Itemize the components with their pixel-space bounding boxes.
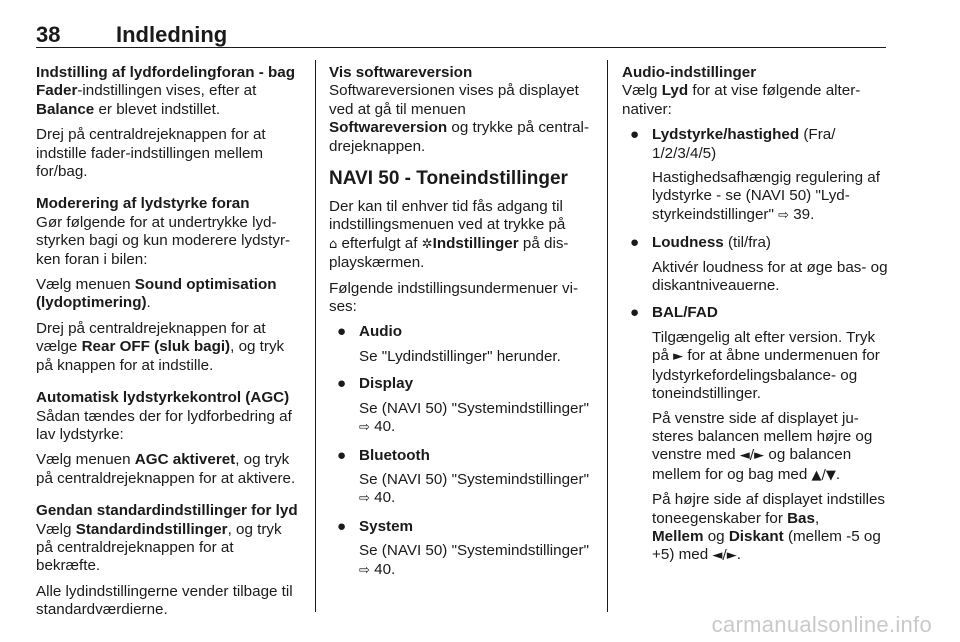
ref-arrow-icon: ⇨ <box>778 207 789 223</box>
paragraph: Sådan tændes der for lydforbedring af lav lydstyrke: <box>36 407 292 443</box>
item-label: System <box>359 517 414 535</box>
page-header <box>36 8 886 48</box>
item-text: Se "Lydindstillinger" herunder. <box>359 347 561 365</box>
list-item <box>329 323 591 366</box>
item-label: Loudness (til/fra) <box>652 234 771 252</box>
right-arrow-icon: ► <box>673 349 684 365</box>
bullet-icon: ● <box>630 234 640 252</box>
gear-icon: ✲ <box>421 236 433 252</box>
section-title: NAVI 50 - Toneindstillinger <box>329 168 568 190</box>
list-item <box>622 304 888 565</box>
paragraph: Softwareversion og trykke på centraldrejeknappen. <box>329 119 589 155</box>
item-label: Audio <box>359 323 403 341</box>
home-icon: ⌂ <box>329 236 338 252</box>
ref-arrow-icon: ⇨ <box>359 491 370 507</box>
item-text: Aktivér loudness for at øge bas- og diskantniveauerne. <box>652 258 888 295</box>
item-text: Tilgængelig alt efter version. Tryk på ► for at åbne undermenuen for lydstyrkefordelingsbalance- og toneindstillinger. <box>652 328 880 403</box>
item-label: Bluetooth <box>359 446 430 464</box>
up-down-arrows-icon: ▲/▼ <box>811 467 836 483</box>
section-heading: Automatisk lydstyrkekontrol (AGC) <box>36 389 290 407</box>
section-heading: Vis softwareversion <box>329 64 473 81</box>
list-item <box>622 126 888 225</box>
left-right-arrows-icon: ◄/► <box>739 448 765 464</box>
paragraph: Vælg Standardindstillinger, og tryk på centraldrejeknappen for at bekræfte. <box>36 520 282 575</box>
paragraph: Drej på centraldrejeknappen for at vælge Rear OFF (sluk bagi), og tryk på knappen for at indstille. <box>36 319 285 374</box>
ref-arrow-icon: ⇨ <box>359 420 370 436</box>
left-right-arrows-icon: ◄/► <box>712 548 737 564</box>
page-title: Indledning <box>116 22 228 47</box>
item-label: Display <box>359 375 414 393</box>
column-1 <box>36 64 298 627</box>
audio-options-list <box>622 126 888 566</box>
bullet-icon: ● <box>337 517 347 535</box>
item-text: Se (NAVI 50) "Systemindstillinger" ⇨ 40. <box>359 470 589 507</box>
paragraph: Drej på centraldrejeknappen for at indstille fader-indstillingen mellem for/bag. <box>36 126 266 181</box>
item-text: På venstre side af displayet justeres balancen mellem højre og venstre med ◄/► og balancen mellem for og bag med ▲/▼. <box>652 409 873 483</box>
paragraph: Softwareversionen vises på displayet ved at gå til menuen <box>329 82 579 118</box>
item-text: På højre side af displayet indstilles toneegenskaber for Bas, Mellem og Diskant (mellem -5 og +5) med ◄/►. <box>652 491 885 564</box>
list-item <box>622 234 888 295</box>
list-item <box>329 375 591 437</box>
paragraph: Vælg Lyd for at vise følgende alternativer: <box>622 82 861 118</box>
list-item <box>329 518 591 580</box>
column-2 <box>329 64 591 589</box>
section-heading: Indstilling af lydfordelingforan - bag <box>36 64 296 81</box>
section-heading: Gendan standardindstillinger for lyd <box>36 502 298 520</box>
section-heading: Moderering af lydstyrke foran <box>36 195 250 213</box>
bullet-icon: ● <box>630 126 640 144</box>
paragraph: Vælg menuen Sound optimisation (lydoptimering). <box>36 276 277 312</box>
paragraph: Følgende indstillingsundermenuer vises: <box>329 279 579 316</box>
paragraph: Vælg menuen AGC aktiveret, og tryk på centraldrejeknappen for at aktivere. <box>36 451 296 487</box>
ref-arrow-icon: ⇨ <box>359 562 370 578</box>
paragraph: Alle lydindstillingerne vender tilbage til standardværdierne. <box>36 582 293 619</box>
section-heading: Audio-indstillinger <box>622 64 757 81</box>
bullet-icon: ● <box>337 375 347 393</box>
submenu-list <box>329 323 591 579</box>
item-label: BAL/FAD <box>652 304 718 322</box>
watermark: carmanualsonline.info <box>711 612 932 637</box>
page-number: 38 <box>36 22 61 47</box>
item-text: Se (NAVI 50) "Systemindstillinger" ⇨ 40. <box>359 542 589 578</box>
column-divider-2 <box>607 60 608 612</box>
column-3 <box>622 64 888 575</box>
item-text: Hastighedsafhængig regulering af lydstyrke - se (NAVI 50) "Lydstyrkeindstillinger" ⇨ 39. <box>652 169 880 223</box>
paragraph: Fader-indstillingen vises, efter at Balance er blevet indstillet. <box>36 82 257 118</box>
column-divider-1 <box>315 60 316 612</box>
list-item <box>329 447 591 509</box>
item-text: Se (NAVI 50) "Systemindstillinger" ⇨ 40. <box>359 399 589 436</box>
bullet-icon: ● <box>630 304 640 322</box>
header-rule <box>36 47 886 48</box>
bullet-icon: ● <box>337 323 347 341</box>
bullet-icon: ● <box>337 446 347 464</box>
paragraph: Der kan til enhver tid fås adgang til indstillingsmenuen ved at trykke på ⌂ efterfulgt af ✲Indstillinger på displayskærmen. <box>329 198 569 272</box>
item-label: Lydstyrke/hastighed (Fra/ 1/2/3/4/5) <box>652 126 836 162</box>
paragraph: Gør følgende for at undertrykke lydstyrken bagi og kun moderere lydstyrken foran i bilen: <box>36 213 291 268</box>
